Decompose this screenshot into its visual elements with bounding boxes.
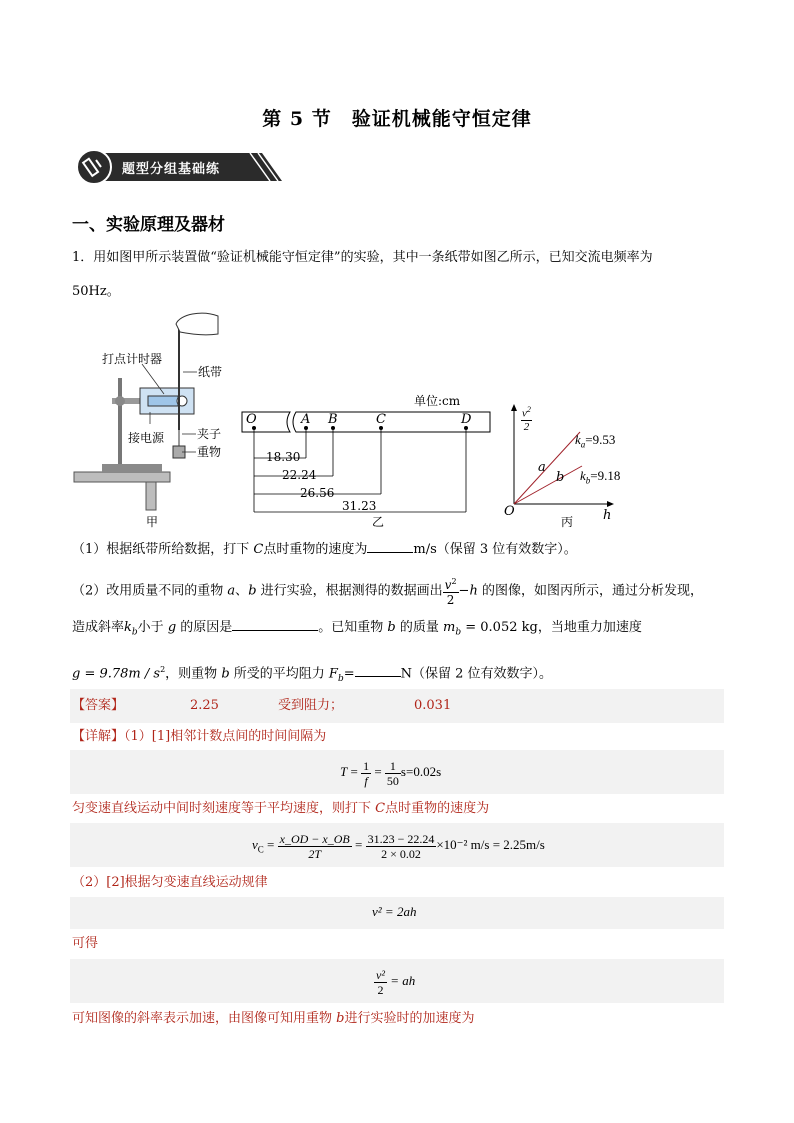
- equation-slope: $\frac{\text{v²}}{2}$ = ah: [376, 967, 416, 997]
- answer-box: [70, 689, 724, 723]
- equation-velocity: $v_C$ = $\frac{x\_OD - x\_OB}{2T}$ = $\frac{31.23 - 22.24}{2 \times 0.02}$ ×10⁻² m/s = 2.25m/s: [252, 831, 545, 861]
- equation-period: T = $\frac{1}{f}$ = $\frac{1}{50}$ s=0.02s: [340, 758, 442, 788]
- sub-question-2: （2）改用质量不同的重物 a、b 进行实验，根据测得的数据画出 $\frac{v^2}{2}$ −h 的图像，如图丙所示，通过分析发现，: [72, 577, 703, 607]
- detail-step-1: 【详解】（1）[1]相邻计数点间的时间间隔为: [72, 729, 327, 744]
- figure-apparatus: [72, 306, 232, 532]
- label-clip: 夹子: [197, 427, 222, 441]
- caption-bing: 丙: [561, 515, 574, 529]
- tape-dist-oc: 26.56: [300, 486, 335, 500]
- answer-blank-3[interactable]: [355, 676, 401, 677]
- sub-question-1: （1）根据纸带所给数据，打下 C点时重物的速度为 m/s（保留 3 位有效数字）。: [72, 542, 577, 557]
- tape-point-c: C: [376, 412, 386, 427]
- answer-blank-1[interactable]: [367, 552, 413, 553]
- graph-x-label: h: [603, 508, 612, 523]
- question-intro-cont: 50Hz。: [72, 284, 120, 299]
- answer-blank-2[interactable]: [232, 630, 318, 631]
- tape-unit: 单位:cm: [414, 394, 461, 408]
- page-title: 第 5 节 验证机械能守恒定律: [262, 108, 532, 130]
- label-timer: 打点计时器: [102, 352, 163, 366]
- tape-point-d: D: [461, 412, 472, 427]
- question-intro: 1．用如图甲所示装置做“验证机械能守恒定律”的实验，其中一条纸带如图乙所示，已知交流电频率为: [72, 250, 653, 265]
- tape-dist-ob: 22.24: [282, 468, 317, 482]
- answer-value-2: 受到阻力；: [278, 698, 344, 713]
- caption-jia: 甲: [146, 515, 159, 529]
- graph-ka: $k_a=9.53$: [575, 432, 616, 450]
- detail-step-2: 匀变速直线运动中间时刻速度等于平均速度，则打下 C点时重物的速度为: [72, 801, 490, 816]
- label-weight: 重物: [197, 445, 222, 459]
- tape-dist-od: 31.23: [342, 499, 377, 513]
- banner-label: 题型分组基础练: [122, 162, 221, 177]
- tape-point-b: B: [328, 412, 338, 427]
- answer-label: 【答案】: [72, 698, 125, 713]
- section-heading: 一、实验原理及器材: [72, 215, 225, 235]
- sub-question-2-line2: 造成斜率$k_b$小于 g 的原因是 。已知重物 b 的质量 $m_b = 0.052$ kg，当地重力加速度: [72, 620, 642, 638]
- graph-line-b: b: [556, 470, 565, 485]
- detail-step-4: 可得: [72, 936, 99, 951]
- tape-dist-oa: 18.30: [266, 450, 301, 464]
- fraction-v2-over-2: $\frac{v^2}{2}$: [444, 577, 457, 607]
- graph-origin: O: [504, 504, 515, 519]
- caption-yi: 乙: [372, 515, 385, 529]
- answer-value-3: 0.031: [414, 698, 452, 713]
- equation-kinematics: v² = 2ah: [372, 904, 417, 919]
- answer-value-1: 2.25: [190, 698, 219, 713]
- label-power: 接电源: [128, 431, 165, 445]
- graph-kb: $k_b=9.18$: [580, 468, 621, 486]
- tape-point-o: O: [246, 412, 257, 427]
- detail-step-5: 可知图像的斜率表示加速，由图像可知用重物 b进行实验时的加速度为: [72, 1011, 475, 1026]
- graph-line-a: a: [538, 460, 546, 475]
- graph-y-label: $v^2$ 2: [522, 405, 531, 433]
- sub-question-2-line3: $g = 9.78m / s^2$，则重物 b 所受的平均阻力 $F_b= N$（保留 2 位有效数字）。: [72, 665, 553, 684]
- label-tape: 纸带: [198, 365, 223, 379]
- detail-step-3: （2）[2]根据匀变速直线运动规律: [72, 875, 268, 890]
- tape-point-a: A: [301, 412, 311, 427]
